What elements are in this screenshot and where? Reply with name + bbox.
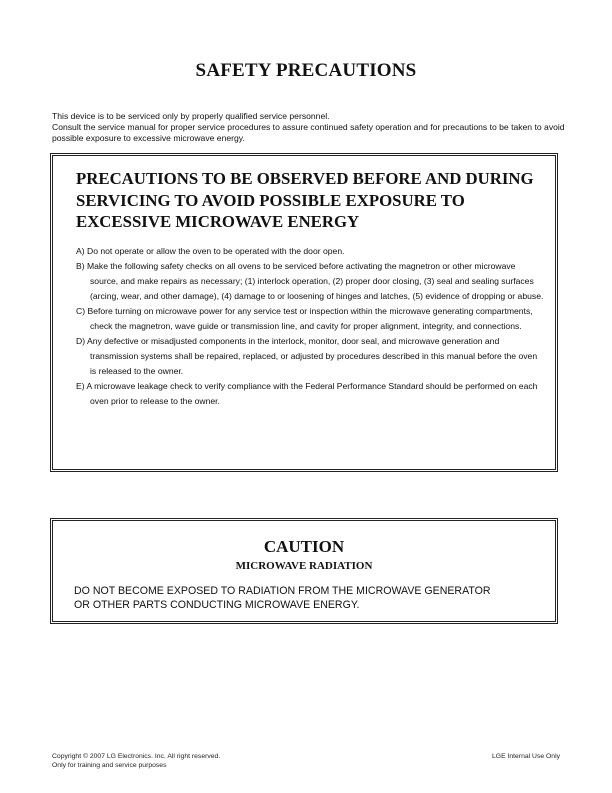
precautions-list [76, 244, 544, 409]
footer-usage: Only for training and service purposes [52, 762, 167, 769]
caution-text [74, 585, 544, 612]
intro-line-2: Consult the service manual for proper service procedures to assure continued safety operation and for precautions to be taken to avoid possible exposure to excessive microwave energy. [52, 122, 565, 143]
precaution-item-b: B) Make the following safety checks on all ovens to be serviced before activating the magnetron or other microwave source, and make repairs as necessary; (1) interlock operation, (2) proper door closing, (3) seal and sealing surfaces (arcing, wear, and other damage), (4) damage to or loosening of hinges and latches, (5) evidence of dropping or abuse. [76, 261, 544, 301]
caution-line-1: DO NOT BECOME EXPOSED TO RADIATION FROM THE MICROWAVE GENERATOR [74, 585, 491, 597]
precaution-item-c: C) Before turning on microwave power for any service test or inspection within the microwave generating compartments, check the magnetron, wave guide or transmission line, and cavity for proper alignment, integrity, and connections. [76, 306, 533, 331]
caution-line-2: OR OTHER PARTS CONDUCTING MICROWAVE ENERGY. [74, 598, 360, 611]
caution-subtitle: MICROWAVE RADIATION [235, 560, 373, 572]
intro-text [52, 111, 567, 144]
footer-copyright-block [52, 752, 220, 770]
footer-internal: LGE Internal Use Only [492, 753, 560, 760]
caution-box [50, 518, 558, 624]
precautions-box [50, 153, 558, 472]
precaution-item-e: E) A microwave leakage check to verify compliance with the Federal Performance Standard should be performed on each oven prior to release to the owner. [76, 381, 538, 406]
precaution-item-a: A) Do not operate or allow the oven to be operated with the door open. [76, 246, 345, 256]
intro-line-1: This device is to be serviced only by properly qualified service personnel. [52, 111, 330, 121]
page-title: SAFETY PRECAUTIONS [195, 60, 417, 81]
precaution-item-d: D) Any defective or misadjusted components in the interlock, monitor, door seal, and microwave generation and transmission systems shall be repaired, replaced, or adjusted by procedures described in this manual before the oven is released to the owner. [76, 336, 538, 376]
footer-copyright: Copyright © 2007 LG Electronics. Inc. All right reserved. [52, 753, 221, 760]
caution-title: CAUTION [263, 537, 345, 556]
precautions-heading: PRECAUTIONS TO BE OBSERVED BEFORE AND DURING SERVICING TO AVOID POSSIBLE EXPOSURE TO EXCESSIVE MICROWAVE ENERGY [76, 169, 534, 231]
